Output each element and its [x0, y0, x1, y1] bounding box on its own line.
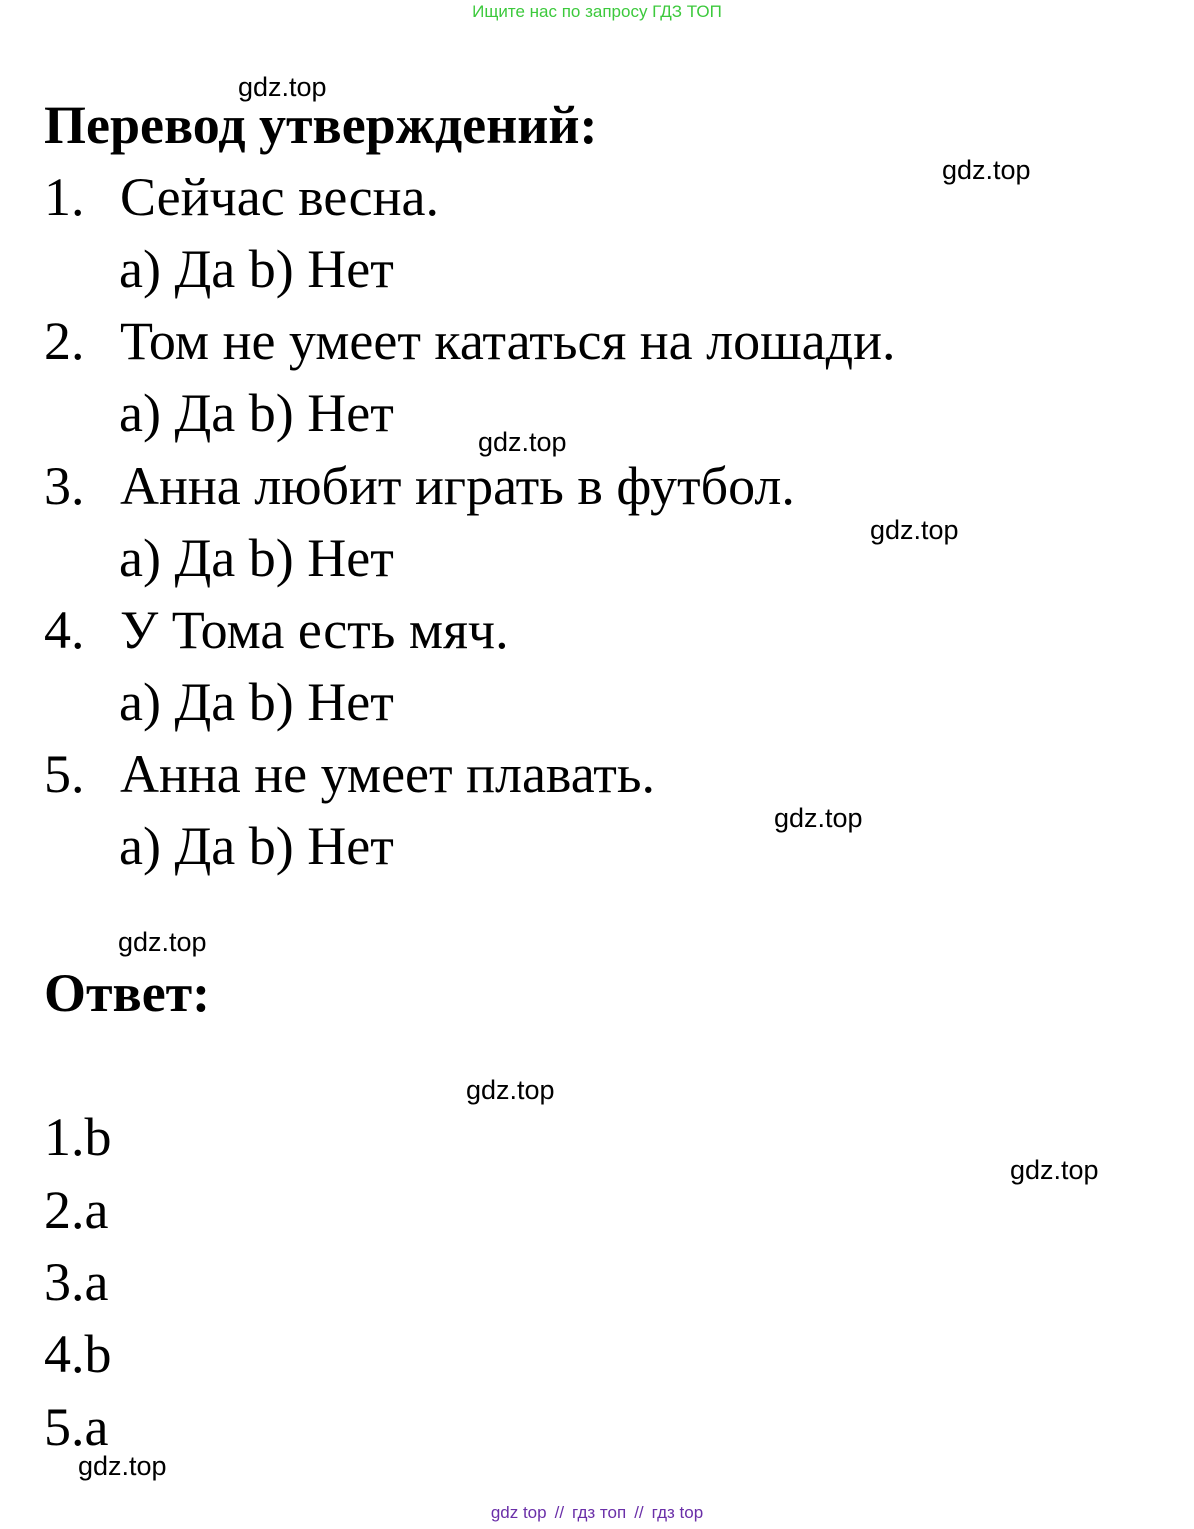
watermark: gdz.top	[478, 427, 567, 457]
statement-2	[44, 311, 896, 371]
watermark: gdz.top	[870, 515, 959, 545]
answer-2: 2.a	[44, 1180, 109, 1240]
statement-1	[44, 167, 439, 227]
statement-number: 2.	[44, 311, 85, 371]
statement-4-options: a) Да b) Нет	[119, 672, 394, 732]
statement-3	[44, 456, 795, 516]
statement-5	[44, 744, 656, 804]
statement-number: 1.	[44, 167, 85, 227]
statement-text: Анна не умеет плавать.	[120, 744, 656, 804]
watermark: gdz.top	[118, 927, 207, 957]
statement-1-options: a) Да b) Нет	[119, 239, 394, 299]
watermark: gdz.top	[1010, 1155, 1099, 1185]
footer-links	[0, 1504, 1194, 1521]
statement-number: 4.	[44, 600, 85, 660]
watermark: gdz.top	[942, 155, 1031, 185]
statement-text: Том не умеет кататься на лошади.	[120, 311, 896, 371]
watermark: gdz.top	[238, 72, 327, 102]
statement-4	[44, 600, 509, 660]
statement-number: 3.	[44, 456, 85, 516]
statement-text: Анна любит играть в футбол.	[120, 456, 795, 516]
statement-5-options: a) Да b) Нет	[119, 816, 394, 876]
statement-number: 5.	[44, 744, 85, 804]
watermark: gdz.top	[466, 1075, 555, 1105]
answer-1: 1.b	[44, 1107, 112, 1167]
footer-separator: //	[634, 1503, 644, 1522]
page-title: Перевод утверждений:	[44, 95, 598, 155]
answer-5: 5.a	[44, 1397, 109, 1457]
footer-link[interactable]: гдз топ	[572, 1503, 627, 1522]
top-banner[interactable]: Ищите нас по запросу ГДЗ ТОП	[472, 2, 722, 21]
answer-4: 4.b	[44, 1324, 112, 1384]
footer-link[interactable]: gdz top	[490, 1503, 547, 1522]
watermark: gdz.top	[774, 803, 863, 833]
statement-text: У Тома есть мяч.	[120, 600, 509, 660]
answer-3: 3.a	[44, 1252, 109, 1312]
statement-3-options: a) Да b) Нет	[119, 528, 394, 588]
footer-link[interactable]: гдз top	[651, 1503, 704, 1522]
footer-separator: //	[554, 1503, 565, 1522]
statement-text: Сейчас весна.	[120, 167, 439, 227]
answer-heading: Ответ:	[44, 963, 211, 1023]
watermark: gdz.top	[78, 1451, 167, 1481]
statement-2-options: a) Да b) Нет	[119, 383, 394, 443]
